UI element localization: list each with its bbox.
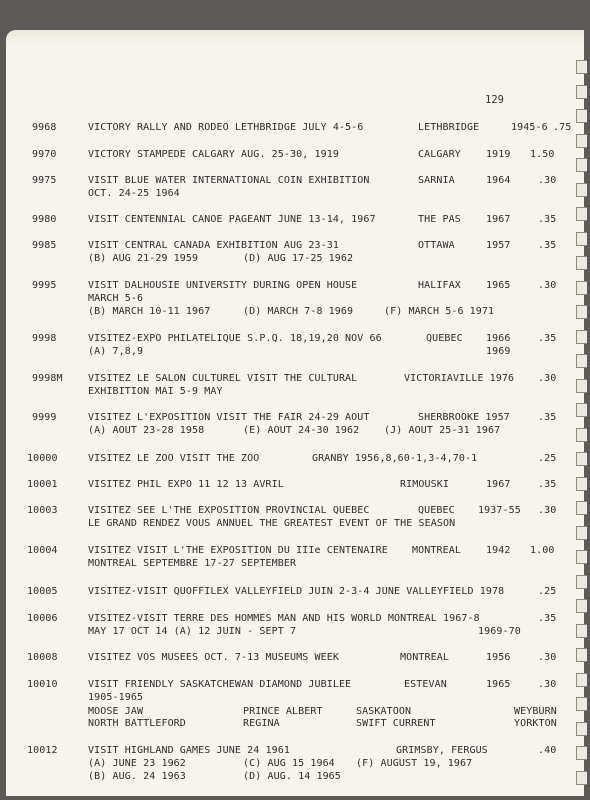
catalog-text: (B) MARCH 10-11 1967 xyxy=(88,306,211,317)
catalog-text: (A) JUNE 23 1962 xyxy=(88,758,186,769)
catalog-text: .30 xyxy=(538,652,557,663)
catalog-text: .30 xyxy=(538,175,557,186)
catalog-text: VISITEZ VISIT L'THE EXPOSITION DU IIIe CENTENAIRE xyxy=(88,545,388,556)
catalog-text: (B) AUG. 24 1963 xyxy=(88,771,186,782)
binding-ring xyxy=(576,452,587,466)
binding-ring xyxy=(576,330,587,344)
catalog-text: MARCH 5-6 xyxy=(88,293,144,304)
catalog-text: 9975 xyxy=(32,175,57,186)
catalog-text: .35 xyxy=(538,214,557,225)
binding-ring xyxy=(576,746,587,760)
catalog-text: 1965 xyxy=(486,280,511,291)
binding-ring xyxy=(576,526,587,540)
catalog-text: .25 xyxy=(538,586,557,597)
catalog-text: (D) AUG 17-25 1962 xyxy=(243,253,354,264)
catalog-text: YORKTON xyxy=(514,718,557,729)
catalog-text: EXHIBITION MAI 5-9 MAY xyxy=(88,386,223,397)
catalog-text: QUEBEC xyxy=(426,333,463,344)
catalog-text: .40 xyxy=(538,745,557,756)
catalog-text: OCT. 24-25 1964 xyxy=(88,188,180,199)
catalog-text: VISITEZ-VISIT QUOFFILEX VALLEYFIELD JUIN 2-3-4 JUNE VALLEYFIELD 1978 xyxy=(88,586,505,597)
catalog-text: SWIFT CURRENT xyxy=(356,718,436,729)
catalog-text: 10000 xyxy=(27,453,58,464)
catalog-text: THE PAS xyxy=(418,214,461,225)
binding-ring xyxy=(576,109,587,123)
catalog-text: (A) 7,8,9 xyxy=(88,346,144,357)
catalog-text: 1937-55 xyxy=(478,505,521,516)
catalog-text: 1956 xyxy=(486,652,511,663)
catalog-text: .35 xyxy=(538,613,557,624)
catalog-text: .75 xyxy=(553,122,572,133)
binding-ring xyxy=(576,305,587,319)
catalog-text: .30 xyxy=(538,679,557,690)
binding-ring xyxy=(576,722,587,736)
catalog-text: VISIT DALHOUSIE UNIVERSITY DURING OPEN HOUSE xyxy=(88,280,358,291)
catalog-text: OTTAWA xyxy=(418,240,455,251)
catalog-text: NORTH BATTLEFORD xyxy=(88,718,186,729)
catalog-text: VISITEZ LE ZOO VISIT THE ZOO xyxy=(88,453,260,464)
catalog-text: 10012 xyxy=(27,745,58,756)
binding-ring xyxy=(576,648,587,662)
binding-ring xyxy=(576,599,587,613)
catalog-text: 9998M xyxy=(32,373,63,384)
binding-ring xyxy=(576,673,587,687)
catalog-text: (E) AOUT 24-30 1962 xyxy=(243,425,360,436)
catalog-text: 10005 xyxy=(27,586,58,597)
catalog-text: MONTREAL xyxy=(400,652,449,663)
binding-ring xyxy=(576,477,587,491)
catalog-text: (D) MARCH 7-8 1969 xyxy=(243,306,354,317)
binding-ring xyxy=(576,207,587,221)
binding-ring xyxy=(576,134,587,148)
catalog-text: .35 xyxy=(538,412,557,423)
catalog-text: CALGARY xyxy=(418,149,461,160)
catalog-text: VISITEZ L'EXPOSITION VISIT THE FAIR 24-29 AOUT xyxy=(88,412,370,423)
binding-ring xyxy=(576,501,587,515)
catalog-text: QUEBEC xyxy=(418,505,455,516)
binding-ring xyxy=(576,428,587,442)
catalog-text: (D) AUG. 14 1965 xyxy=(243,771,341,782)
catalog-text: VICTORY RALLY AND RODEO LETHBRIDGE JULY 4-5-6 xyxy=(88,122,364,133)
catalog-text: 1942 xyxy=(486,545,511,556)
catalog-text: 1919 xyxy=(486,149,511,160)
catalog-text: VISITEZ-VISIT TERRE DES HOMMES MAN AND HIS WORLD MONTREAL 1967-8 xyxy=(88,613,480,624)
catalog-text: 9970 xyxy=(32,149,57,160)
catalog-text: 9968 xyxy=(32,122,57,133)
catalog-text: MOOSE JAW xyxy=(88,706,144,717)
catalog-text: 10006 xyxy=(27,613,58,624)
catalog-text: VISITEZ-EXPO PHILATELIQUE S.P.Q. 18,19,20 NOV 66 xyxy=(88,333,382,344)
catalog-text: 9999 xyxy=(32,412,57,423)
catalog-text: VISIT BLUE WATER INTERNATIONAL COIN EXHIBITION xyxy=(88,175,370,186)
catalog-text: 1967 xyxy=(486,479,511,490)
catalog-text: 9985 xyxy=(32,240,57,251)
catalog-text: 1967 xyxy=(486,214,511,225)
binding-ring xyxy=(576,183,587,197)
binding-ring xyxy=(576,60,587,74)
catalog-text: VISITEZ VOS MUSEES OCT. 7-13 MUSEUMS WEEK xyxy=(88,652,339,663)
catalog-text: 9980 xyxy=(32,214,57,225)
catalog-text: 1965 xyxy=(486,679,511,690)
catalog-text: .35 xyxy=(538,240,557,251)
catalog-text: 10001 xyxy=(27,479,58,490)
catalog-text: VISIT CENTRAL CANADA EXHIBITION AUG 23-31 xyxy=(88,240,339,251)
binding-ring xyxy=(576,550,587,564)
catalog-text: .30 xyxy=(538,280,557,291)
catalog-text: MONTREAL xyxy=(412,545,461,556)
catalog-text: (C) AUG 15 1964 xyxy=(243,758,335,769)
binding-ring xyxy=(576,354,587,368)
catalog-text: .30 xyxy=(538,373,557,384)
catalog-text: RIMOUSKI xyxy=(400,479,449,490)
catalog-text: 1957 xyxy=(486,240,511,251)
catalog-text: 10008 xyxy=(27,652,58,663)
catalog-text: SARNIA xyxy=(418,175,455,186)
catalog-text: 10003 xyxy=(27,505,58,516)
catalog-text: (F) MARCH 5-6 1971 xyxy=(384,306,495,317)
catalog-text: VISIT CENTENNIAL CANOE PAGEANT JUNE 13-14, 1967 xyxy=(88,214,376,225)
catalog-text: 10004 xyxy=(27,545,58,556)
catalog-text: (A) AOUT 23-28 1958 xyxy=(88,425,205,436)
catalog-text: .30 xyxy=(538,505,557,516)
catalog-text: LETHBRIDGE xyxy=(418,122,480,133)
binding-ring xyxy=(576,403,587,417)
catalog-text: (B) AUG 21-29 1959 xyxy=(88,253,199,264)
catalog-text: .25 xyxy=(538,453,557,464)
catalog-text: VICTORY STAMPEDE CALGARY AUG. 25-30, 1919 xyxy=(88,149,339,160)
catalog-text: .35 xyxy=(538,479,557,490)
catalog-text: SHERBROOKE 1957 xyxy=(418,412,510,423)
catalog-text: LE GRAND RENDEZ VOUS ANNUEL THE GREATEST EVENT OF THE SEASON xyxy=(88,518,456,529)
page-number: 129 xyxy=(485,94,504,106)
binding-ring xyxy=(576,697,587,711)
catalog-text: MONTREAL SEPTEMBRE 17-27 SEPTEMBER xyxy=(88,558,297,569)
catalog-text: 1.50 xyxy=(530,149,555,160)
catalog-text: 1.00 xyxy=(530,545,555,556)
catalog-text: HALIFAX xyxy=(418,280,461,291)
catalog-text: REGINA xyxy=(243,718,280,729)
catalog-text: SASKATOON xyxy=(356,706,412,717)
catalog-text: 1905-1965 xyxy=(88,692,144,703)
catalog-text: VISIT FRIENDLY SASKATCHEWAN DIAMOND JUBILEE xyxy=(88,679,352,690)
catalog-text: VISIT HIGHLAND GAMES JUNE 24 1961 xyxy=(88,745,290,756)
binding-ring xyxy=(576,232,587,246)
binding-ring xyxy=(576,575,587,589)
catalog-text: WEYBURN xyxy=(514,706,557,717)
binding-ring xyxy=(576,85,587,99)
catalog-text: ESTEVAN xyxy=(404,679,447,690)
binding-ring xyxy=(576,624,587,638)
catalog-text: GRIMSBY, FERGUS xyxy=(396,745,488,756)
binding-ring xyxy=(576,771,587,785)
catalog-text: 1966 xyxy=(486,333,511,344)
catalog-text: 1969 xyxy=(486,346,511,357)
catalog-text: VISITEZ LE SALON CULTUREL VISIT THE CULTURAL xyxy=(88,373,358,384)
catalog-text: MAY 17 OCT 14 (A) 12 JUIN - SEPT 7 xyxy=(88,626,297,637)
catalog-text: 9998 xyxy=(32,333,57,344)
catalog-text: VISITEZ SEE L'THE EXPOSITION PROVINCIAL QUEBEC xyxy=(88,505,370,516)
page-top-edge xyxy=(6,30,584,44)
binding-ring xyxy=(576,379,587,393)
catalog-text: VICTORIAVILLE 1976 xyxy=(404,373,515,384)
catalog-text: .35 xyxy=(538,333,557,344)
catalog-text: GRANBY 1956,8,60-1,3-4,70-1 xyxy=(312,453,478,464)
catalog-text: VISITEZ PHIL EXPO 11 12 13 AVRIL xyxy=(88,479,284,490)
catalog-text: (F) AUGUST 19, 1967 xyxy=(356,758,473,769)
catalog-text: PRINCE ALBERT xyxy=(243,706,323,717)
catalog-text: 10010 xyxy=(27,679,58,690)
catalog-text: 1945-6 xyxy=(511,122,548,133)
catalog-text: 1964 xyxy=(486,175,511,186)
binding-ring xyxy=(576,158,587,172)
catalog-text: 1969-70 xyxy=(478,626,521,637)
catalog-text: 9995 xyxy=(32,280,57,291)
binding-ring xyxy=(576,256,587,270)
catalog-text: (J) AOUT 25-31 1967 xyxy=(384,425,501,436)
binding-ring xyxy=(576,281,587,295)
